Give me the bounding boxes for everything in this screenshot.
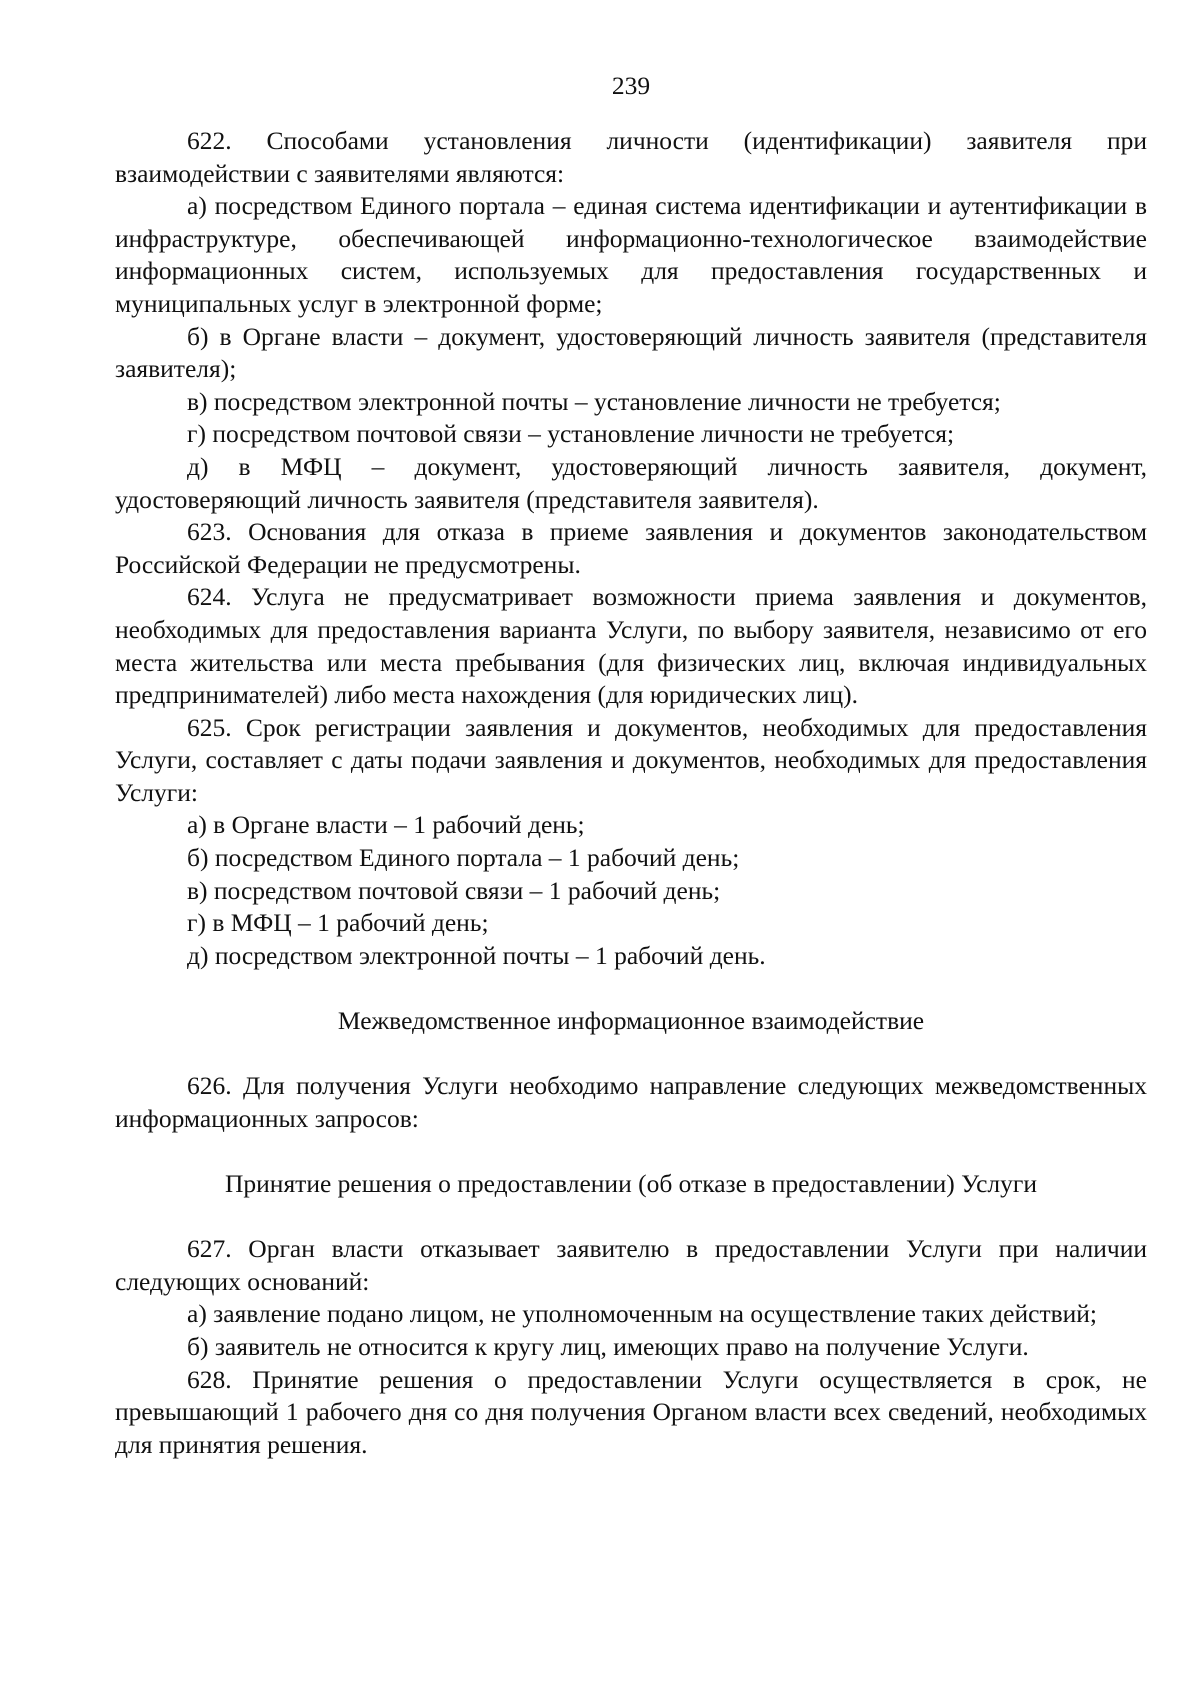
paragraph-622-g: г) посредством почтовой связи – установление личности не требуется; [187, 419, 955, 449]
section-spacer [115, 1135, 1147, 1168]
paragraph-625-a: а) в Органе власти – 1 рабочий день; [187, 810, 585, 840]
paragraph-622-a: а) посредством Единого портала – единая система идентификации и аутентификации в инфраструктуре, обеспечивающей информационно-технологическое взаимодействие информационных систем, используемых для предоставления государственных и муниципальных услуг в электронной форме; [115, 191, 1147, 318]
page-number: 239 [611, 71, 651, 100]
paragraph-622: 622. Способами установления личности (идентификации) заявителя при взаимодействии с заявителями являются: [115, 126, 1147, 188]
section-spacer [115, 972, 1147, 1005]
paragraph-623: 623. Основания для отказа в приеме заявления и документов законодательством Российской Федерации не предусмотрены. [115, 517, 1147, 579]
paragraph-625: 625. Срок регистрации заявления и документов, необходимых для предоставления Услуги, составляет с даты подачи заявления и документов, необходимых для предоставления Услуги: [115, 712, 1147, 807]
paragraph-625-v: в) посредством почтовой связи – 1 рабочий день; [187, 875, 721, 905]
section-spacer [115, 1038, 1147, 1071]
paragraph-628: 628. Принятие решения о предоставлении Услуги осуществляется в срок, не превышающий 1 рабочего дня со дня получения Органом власти всех сведений, необходимых для принятия решения. [115, 1364, 1147, 1459]
paragraph-622-d: д) в МФЦ – документ, удостоверяющий личность заявителя, документ, удостоверяющий личность заявителя (представителя заявителя). [115, 451, 1147, 514]
paragraph-624: 624. Услуга не предусматривает возможности приема заявления и документов, необходимых для предоставления варианта Услуги, по выбору заявителя, независимо от его места жительства или места пребывания (для физических лиц, включая индивидуальных предпринимателей) либо места нахождения (для юридических лиц). [115, 582, 1147, 710]
section-heading-decision: Принятие решения о предоставлении (об отказе в предоставлении) Услуги [224, 1169, 1038, 1198]
document-body [115, 125, 1147, 1461]
paragraph-627-a: а) заявление подано лицом, не уполномоченным на осуществление таких действий; [187, 1299, 1098, 1329]
paragraph-625-g: г) в МФЦ – 1 рабочий день; [187, 908, 489, 938]
section-spacer [115, 1201, 1147, 1234]
paragraph-627: 627. Орган власти отказывает заявителю в предоставлении Услуги при наличии следующих оснований: [115, 1234, 1147, 1296]
paragraph-626: 626. Для получения Услуги необходимо направление следующих межведомственных информационных запросов: [115, 1071, 1147, 1133]
paragraph-625-d: д) посредством электронной почты – 1 рабочий день. [187, 940, 766, 970]
section-heading-interagency: Межведомственное информационное взаимодействие [337, 1006, 925, 1036]
paragraph-625-b: б) посредством Единого портала – 1 рабочий день; [187, 843, 740, 873]
paragraph-622-b: б) в Органе власти – документ, удостоверяющий личность заявителя (представителя заявителя); [115, 321, 1147, 384]
paragraph-622-v: в) посредством электронной почты – установление личности не требуется; [187, 386, 1001, 416]
paragraph-627-b: б) заявитель не относится к кругу лиц, имеющих право на получение Услуги. [187, 1331, 1029, 1361]
